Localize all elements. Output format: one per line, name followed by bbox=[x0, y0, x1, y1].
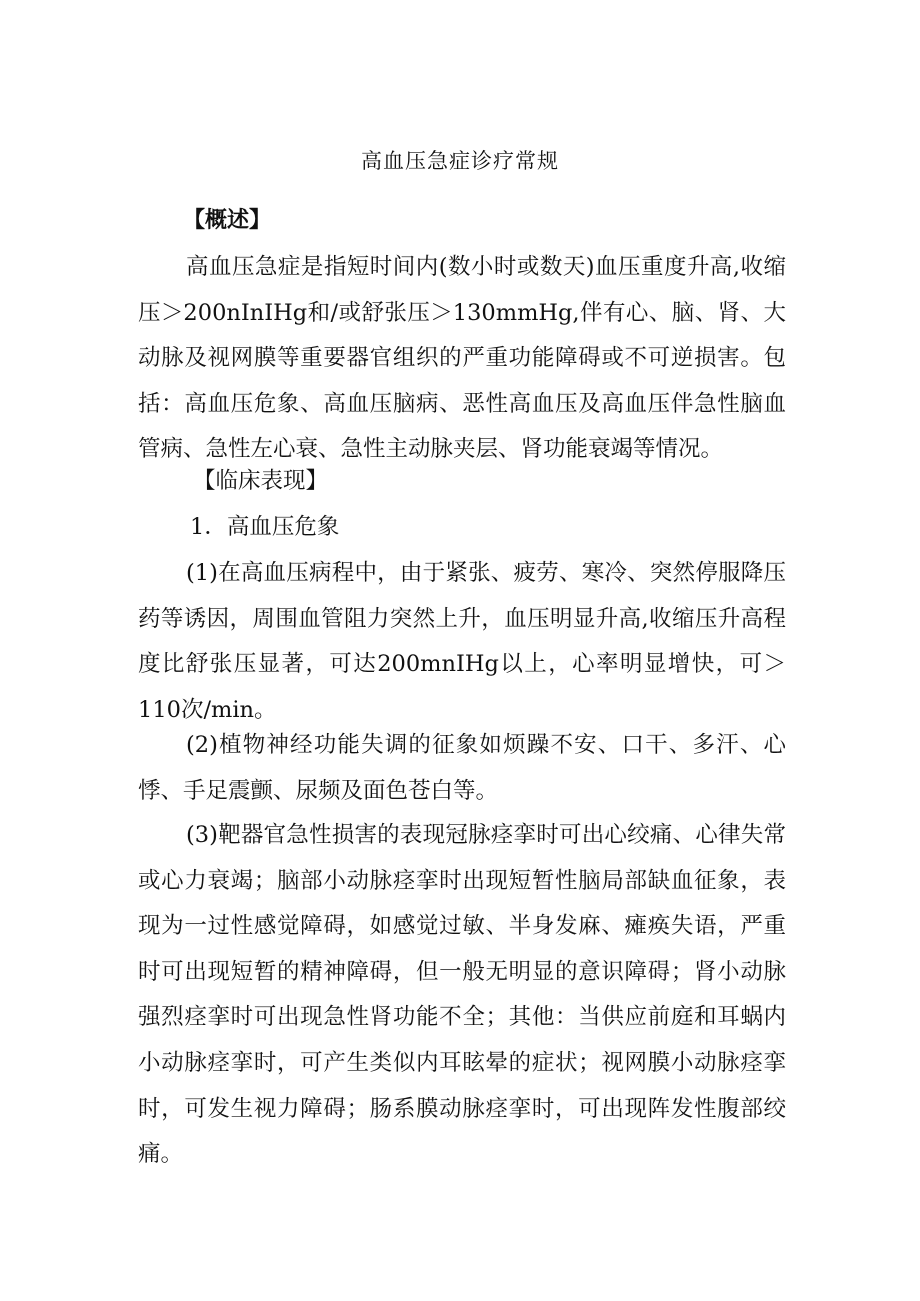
overview-heading: 【概述】 bbox=[183, 207, 272, 233]
overview-paragraph: 高血压急症是指短时间内(数小时或数天)血压重度升高,收缩压＞200nInIHg和/或舒张压＞130mmHg,伴有心、脑、肾、大动脉及视网膜等重要器官组织的严重功能障碍或不可逆损害。包括：高血压危象、高血压脑病、恶性高血压及高血压伴急性脑血管病、急性左心衰、急性主动脉夹层、肾功能衰竭等情况。 bbox=[138, 254, 786, 463]
document-title: 高血压急症诊疗常规 bbox=[361, 149, 559, 173]
paragraph-3: (3)靶器官急性损害的表现冠脉痉挛时可出心绞痛、心律失常或心力衰竭；脑部小动脉痉挛时出现短暂性脑局部缺血征象，表现为一过性感觉障碍，如感觉过敏、半身发麻、瘫痪失语，严重时可出现短暂的精神障碍，但一般无明显的意识障碍；肾小动脉强烈痉挛时可出现急性肾功能不全；其他：当供应前庭和耳蜗内小动脉痉挛时，可产生类似内耳眩晕的症状；视网膜小动脉痉挛时，可发生视力障碍；肠系膜动脉痉挛时，可出现阵发性腹部绞痛。 bbox=[138, 822, 786, 1168]
section-1-title: 1．高血压危象 bbox=[190, 514, 340, 540]
paragraph-2: (2)植物神经功能失调的征象如烦躁不安、口干、多汗、心悸、手足震颤、尿频及面色苍白等。 bbox=[138, 732, 786, 804]
paragraph-1: (1)在高血压病程中，由于紧张、疲劳、寒冷、突然停服降压药等诱因，周围血管阻力突然上升，血压明显升高,收缩压升高程度比舒张压显著，可达200mnIHg以上，心率明显增快，可＞110次/min。 bbox=[138, 560, 786, 723]
clinical-heading: 【临床表现】 bbox=[193, 468, 329, 494]
